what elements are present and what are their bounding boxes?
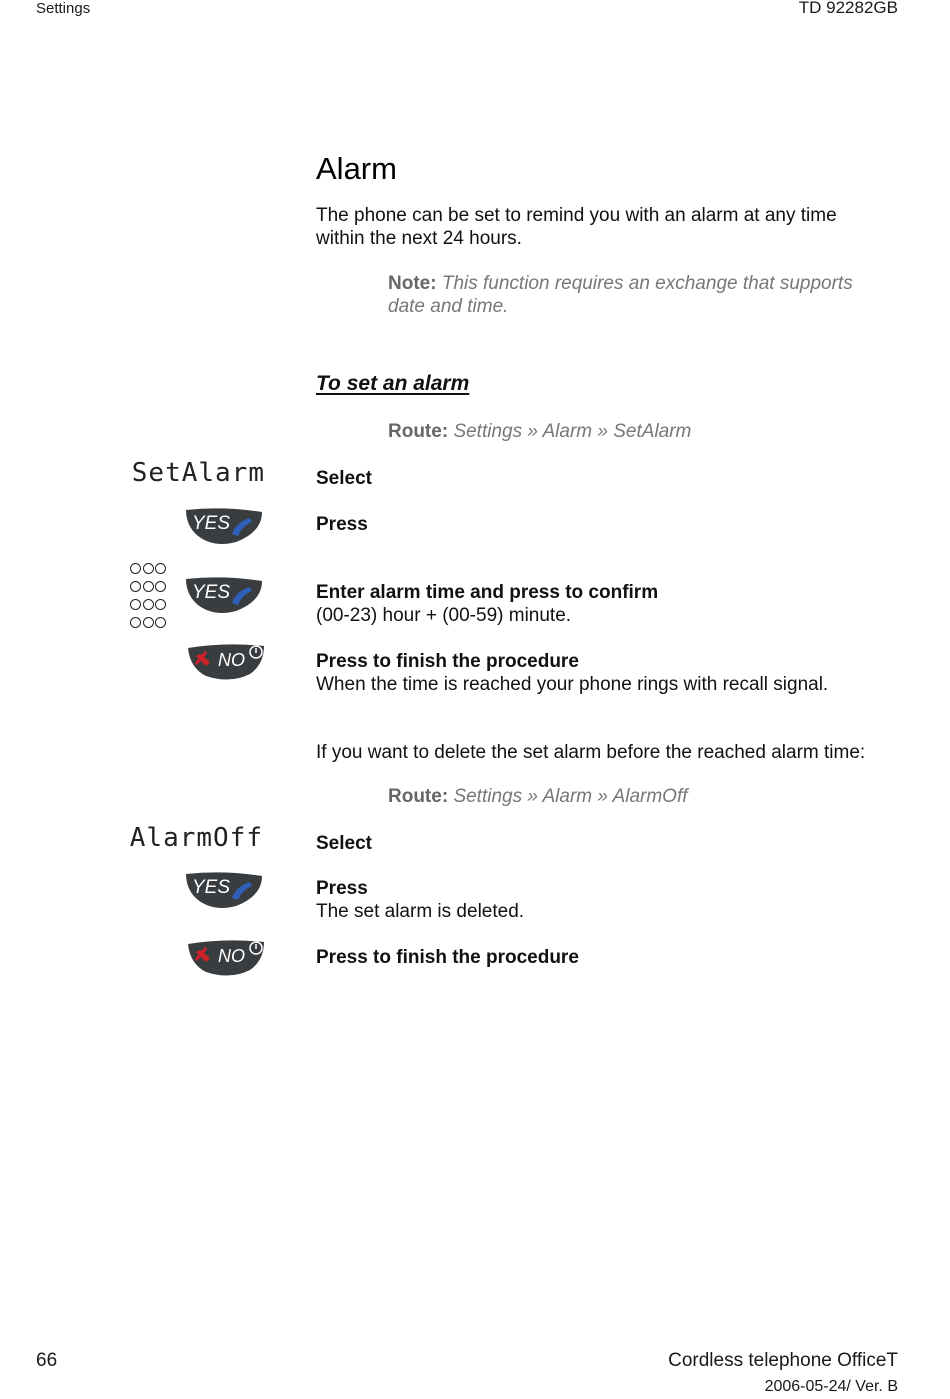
step-text: (00-23) hour + (00-59) minute. xyxy=(316,605,572,626)
yes-key-icon xyxy=(184,506,264,546)
delete-intro-paragraph: If you want to delete the set alarm before the reached alarm time: xyxy=(316,742,866,763)
subheading-set-alarm: To set an alarm xyxy=(316,372,470,395)
header-doc-id: TD 92282GB xyxy=(798,0,898,17)
yes-key-label: YES xyxy=(192,877,231,898)
step-bold: Press xyxy=(316,514,368,535)
step-text: The set alarm is deleted. xyxy=(316,901,525,922)
intro-paragraph: The phone can be set to remind you with an alarm at any time within the next 24 hours. xyxy=(316,205,837,249)
footer-product-name: Cordless telephone OfficeT xyxy=(668,1350,898,1371)
step-press-yes xyxy=(316,513,368,536)
yes-key-icon xyxy=(184,870,264,910)
no-key-label: NO xyxy=(218,650,245,670)
note-block xyxy=(388,272,888,318)
yes-key-label: YES xyxy=(192,582,231,603)
note-label: Note: xyxy=(388,273,437,294)
footer-version: 2006-05-24/ Ver. B xyxy=(764,1378,898,1395)
step-enter-alarm-time xyxy=(316,581,658,627)
no-key-label: NO xyxy=(218,946,245,966)
step-finish-procedure xyxy=(316,650,828,696)
step-bold: Select xyxy=(316,833,372,854)
yes-key-label: YES xyxy=(192,513,231,534)
header-section-label: Settings xyxy=(36,0,91,17)
route-label: Route: xyxy=(388,421,449,442)
keypad-icon xyxy=(130,563,172,635)
route-label: Route: xyxy=(388,786,449,807)
no-key-icon xyxy=(186,938,266,978)
step-bold: Press to finish the procedure xyxy=(316,947,579,968)
step-select-setalarm xyxy=(316,467,372,490)
footer-page-number: 66 xyxy=(36,1350,58,1371)
route-path: Settings » Alarm » SetAlarm xyxy=(453,421,692,442)
step-text: When the time is reached your phone rings with recall signal. xyxy=(316,674,829,695)
step-bold: Enter alarm time and press to confirm xyxy=(316,582,659,603)
route-alarm-off xyxy=(388,786,688,808)
step-finish-procedure-2 xyxy=(316,946,579,969)
lcd-display-setalarm: SetAlarm xyxy=(131,458,265,488)
route-path: Settings » Alarm » AlarmOff xyxy=(453,786,688,807)
note-text: This function requires an exchange that supports date and time. xyxy=(388,273,853,317)
yes-key-icon xyxy=(184,575,264,615)
step-bold: Press xyxy=(316,878,368,899)
step-select-alarmoff xyxy=(316,832,372,855)
route-set-alarm xyxy=(388,421,691,443)
step-press-delete xyxy=(316,877,524,923)
step-bold: Press to finish the procedure xyxy=(316,651,579,672)
no-key-icon xyxy=(186,642,266,682)
lcd-display-alarmoff: AlarmOff xyxy=(129,823,263,853)
page-title: Alarm xyxy=(316,151,397,186)
step-bold: Select xyxy=(316,468,372,489)
